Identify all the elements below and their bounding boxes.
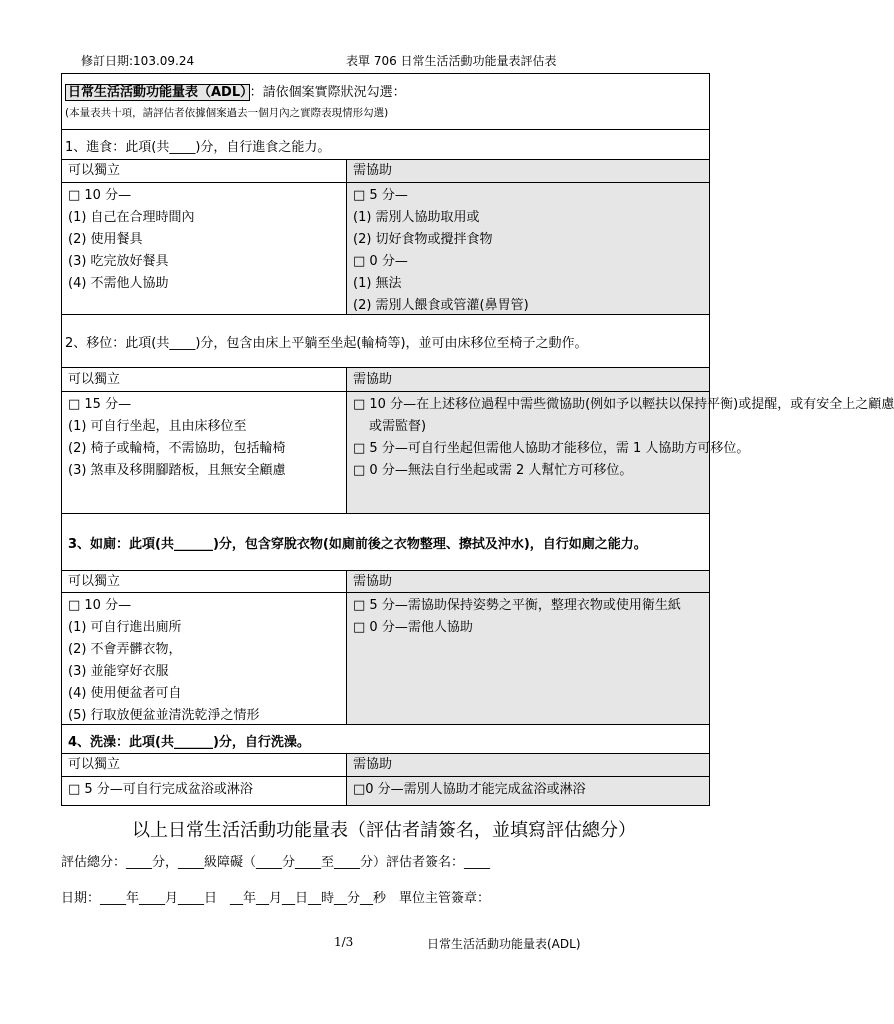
option-line: (3) 吃完放好餐具 <box>68 254 169 269</box>
score-5-checkbox[interactable]: □ 5 分— <box>353 188 408 203</box>
section-3-right-options <box>347 593 709 724</box>
option-line: (2) 使用餐具 <box>68 232 143 247</box>
section-4-options-row <box>62 776 709 805</box>
score-5-checkbox[interactable]: □ 5 分—需協助保持姿勢之平衡，整理衣物或使用衛生紙 <box>353 598 681 613</box>
section-1-right-head: 需協助 <box>347 160 709 182</box>
section-3-title-row <box>62 513 709 570</box>
revision-date: 修訂日期:103.09.24 <box>81 54 195 68</box>
intro-row <box>62 74 709 129</box>
option-line: (1) 可自行進出廁所 <box>68 620 182 635</box>
section-3-left-head: 可以獨立 <box>62 571 347 592</box>
section-4-left-head: 可以獨立 <box>62 754 347 776</box>
score-0-checkbox[interactable]: □ 0 分— <box>353 254 408 269</box>
page-number: 1/3 <box>334 935 354 949</box>
section-2-right-head: 需協助 <box>347 368 709 391</box>
option-line: (4) 使用便盆者可自 <box>68 686 182 701</box>
total-score-line[interactable]: 評估總分：____分，____級障礙（____分____至____分）評估者簽名：____ <box>61 855 491 870</box>
intro-title-rest: ：請依個案實際狀況勾選： <box>249 85 406 100</box>
footer-form-title: 日常生活活動功能量表(ADL) <box>427 937 581 951</box>
section-1-title-row <box>62 129 709 159</box>
section-1-left-options <box>62 183 347 314</box>
score-5-checkbox[interactable]: □ 5 分—可自行坐起但需他人協助才能移位，需 1 人協助方可移位。 <box>353 441 750 456</box>
section-3-title: 3、如廁：此項(共______)分，包含穿脫衣物(如廁前後之衣物整理、擦拭及沖水)，自行如廁之能力。 <box>68 537 647 552</box>
score-0-checkbox[interactable]: □ 0 分—無法自行坐起或需 2 人幫忙方可移位。 <box>353 463 633 478</box>
section-3-options-row <box>62 592 709 724</box>
score-10-checkbox[interactable]: □ 10 分—在上述移位過程中需些微協助(例如予以輕扶以保持平衡)或提醒，或有安全上之顧慮 <box>353 397 894 412</box>
option-line: (2) 不會弄髒衣物， <box>68 642 182 657</box>
section-1-left-head: 可以獨立 <box>62 160 347 182</box>
option-line: 或需監督) <box>369 419 427 434</box>
section-2-title-row <box>62 314 709 367</box>
option-line: (1) 可自行坐起，且由床移位至 <box>68 419 247 434</box>
section-2-options-row <box>62 391 894 513</box>
section-4-title-row <box>62 724 709 753</box>
adl-form-table <box>61 73 894 806</box>
section-1-right-options <box>347 183 709 314</box>
section-2-left-head: 可以獨立 <box>62 368 347 391</box>
option-line: (1) 自己在合理時間內 <box>68 210 195 225</box>
section-2-left-options <box>62 392 347 513</box>
option-line: (2) 椅子或輪椅，不需協助，包括輪椅 <box>68 441 286 456</box>
option-line: (2) 切好食物或攪拌食物 <box>353 232 493 247</box>
section-1-header-row <box>62 159 709 182</box>
section-3-header-row <box>62 570 709 592</box>
section-2-title: 2、移位：此項(共____)分，包含由床上平躺至坐起(輪椅等)，並可由床移位至椅子之動作。 <box>65 336 588 351</box>
section-3-right-head: 需協助 <box>347 571 709 592</box>
option-line: (2) 需別人餵食或管灌(鼻胃管) <box>353 298 529 313</box>
score-10-checkbox[interactable]: □ 10 分— <box>68 598 132 613</box>
option-line: (5) 行取放便盆並清洗乾淨之情形 <box>68 708 260 723</box>
section-2-header-row <box>62 367 709 391</box>
section-4-left-options <box>62 777 347 805</box>
intro-title-boxed: 日常生活活動功能量表（ADL） <box>65 84 250 101</box>
option-line: (3) 並能穿好衣服 <box>68 664 169 679</box>
section-3-left-options <box>62 593 347 724</box>
score-0-checkbox[interactable]: □0 分—需別人協助才能完成盆浴或淋浴 <box>353 782 586 797</box>
form-name: 表單 706 日常生活活動功能量表評估表 <box>346 54 557 68</box>
section-1-title: 1、進食：此項(共____)分，自行進食之能力。 <box>65 140 331 155</box>
section-4-right-options <box>347 777 709 805</box>
score-0-checkbox[interactable]: □ 0 分—需他人協助 <box>353 620 473 635</box>
option-line: (1) 無法 <box>353 276 402 291</box>
section-2-right-options <box>347 392 894 513</box>
intro-note: (本量表共十項，請評估者依據個案過去一個月內之實際表現情形勾選) <box>65 107 389 119</box>
score-15-checkbox[interactable]: □ 15 分— <box>68 397 132 412</box>
footer-heading: 以上日常生活活動功能量表（評估者請簽名，並填寫評估總分） <box>132 820 636 841</box>
option-line: (4) 不需他人協助 <box>68 276 169 291</box>
option-line: (3) 煞車及移開腳踏板，且無安全顧慮 <box>68 463 286 478</box>
section-4-title: 4、洗澡：此項(共______)分，自行洗澡。 <box>68 735 310 750</box>
score-5-checkbox[interactable]: □ 5 分—可自行完成盆浴或淋浴 <box>68 782 253 797</box>
score-10-checkbox[interactable]: □ 10 分— <box>68 188 132 203</box>
section-4-right-head: 需協助 <box>347 754 709 776</box>
option-line: (1) 需別人協助取用或 <box>353 210 480 225</box>
date-signature-line[interactable]: 日期：____年____月____日 __年__月__日__時__分__秒 單位主管簽章： <box>61 891 491 906</box>
section-4-header-row <box>62 753 709 776</box>
section-1-options-row <box>62 182 709 314</box>
